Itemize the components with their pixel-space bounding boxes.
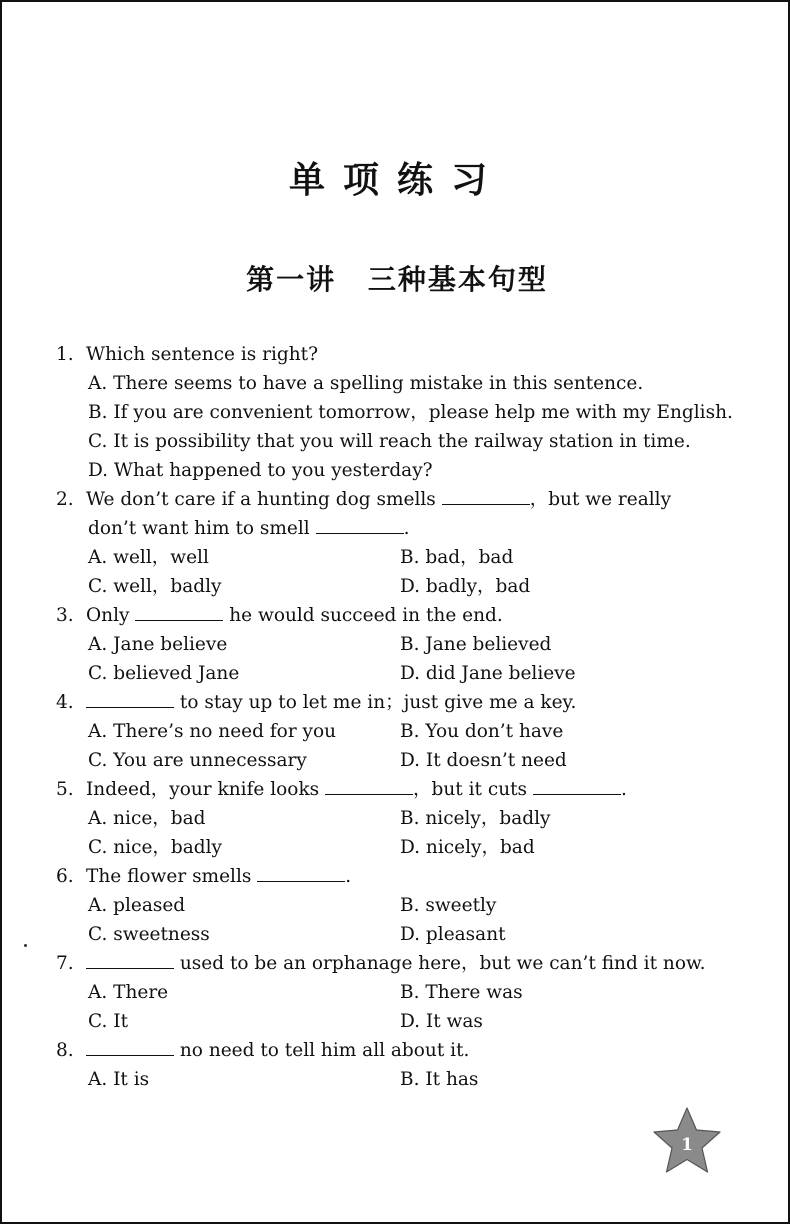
option: C. well，badly bbox=[88, 576, 222, 597]
option: C. You are unnecessary bbox=[88, 750, 307, 771]
question-number: 8. bbox=[56, 1040, 74, 1061]
answer-blank bbox=[316, 519, 404, 534]
option: D. It doesn’t need bbox=[400, 750, 567, 771]
option: B. If you are convenient tomorrow，please help me with my English. bbox=[88, 402, 733, 423]
option-row bbox=[56, 572, 736, 601]
question-list bbox=[56, 340, 736, 1094]
option-row bbox=[56, 659, 736, 688]
question-1 bbox=[56, 340, 736, 369]
option: D. badly，bad bbox=[400, 576, 531, 597]
question-stem: used to be an orphanage here，but we can’t find it now. bbox=[179, 953, 706, 974]
speck-mark bbox=[24, 944, 27, 947]
question-5 bbox=[56, 775, 736, 804]
answer-blank bbox=[135, 606, 223, 621]
question-stem: ，but we really bbox=[529, 489, 672, 510]
answer-blank bbox=[86, 693, 174, 708]
option: B. Jane believed bbox=[400, 634, 552, 655]
question-2 bbox=[56, 485, 736, 514]
option-row bbox=[56, 920, 736, 949]
option: B. sweetly bbox=[400, 895, 497, 916]
question-stem: Indeed，your knife looks bbox=[86, 779, 320, 800]
question-number: 6. bbox=[56, 866, 74, 887]
question-number: 4. bbox=[56, 692, 74, 713]
question-3 bbox=[56, 601, 736, 630]
question-stem: We don’t care if a hunting dog smells bbox=[86, 489, 436, 510]
option: A. There bbox=[88, 982, 169, 1003]
option-row bbox=[56, 833, 736, 862]
answer-blank bbox=[325, 780, 413, 795]
option-row bbox=[56, 1065, 736, 1094]
option-row bbox=[56, 746, 736, 775]
option: D. What happened to you yesterday? bbox=[88, 460, 433, 481]
question-stem: . bbox=[620, 779, 627, 800]
option: A. Jane believe bbox=[88, 634, 228, 655]
page-title: 单项练习 bbox=[288, 160, 505, 201]
question-4 bbox=[56, 688, 736, 717]
option: A. There’s no need for you bbox=[88, 721, 337, 742]
option: C. nice，badly bbox=[88, 837, 222, 858]
question-number: 5. bbox=[56, 779, 74, 800]
answer-blank bbox=[257, 867, 345, 882]
question-stem: . bbox=[403, 518, 410, 539]
question-number: 2. bbox=[56, 489, 74, 510]
question-stem: ，but it cuts bbox=[413, 779, 528, 800]
question-number: 1. bbox=[56, 344, 74, 365]
answer-blank bbox=[86, 954, 174, 969]
option: C. It is possibility that you will reach the railway station in time. bbox=[88, 431, 691, 452]
option: B. bad，bad bbox=[400, 547, 514, 568]
option: C. believed Jane bbox=[88, 663, 240, 684]
option: B. It has bbox=[400, 1069, 479, 1090]
option-row bbox=[56, 717, 736, 746]
question-stem: Only bbox=[86, 605, 130, 626]
question-stem: he would succeed in the end. bbox=[229, 605, 503, 626]
option: B. You don’t have bbox=[400, 721, 564, 742]
option-row bbox=[56, 891, 736, 920]
option: C. It bbox=[88, 1011, 128, 1032]
question-8 bbox=[56, 1036, 736, 1065]
question-stem: to stay up to let me in；just give me a key. bbox=[179, 692, 577, 713]
question-number: 7. bbox=[56, 953, 74, 974]
option: A. nice，bad bbox=[88, 808, 206, 829]
option: A. pleased bbox=[88, 895, 186, 916]
option: A. well，well bbox=[88, 547, 209, 568]
question-stem: The flower smells bbox=[86, 866, 252, 887]
option: D. did Jane believe bbox=[400, 663, 576, 684]
option: D. nicely，bad bbox=[400, 837, 535, 858]
option: A. It is bbox=[88, 1069, 150, 1090]
option: D. It was bbox=[400, 1011, 483, 1032]
lesson-title: 第一讲 三种基本句型 bbox=[246, 263, 548, 296]
question-stem: . bbox=[345, 866, 352, 887]
question-2-continued bbox=[56, 514, 736, 543]
question-6 bbox=[56, 862, 736, 891]
option-row bbox=[56, 543, 736, 572]
option-row bbox=[56, 1007, 736, 1036]
option: B. nicely，badly bbox=[400, 808, 551, 829]
question-stem: Which sentence is right? bbox=[86, 344, 319, 365]
option: B. There was bbox=[400, 982, 523, 1003]
option: A. There seems to have a spelling mistake in this sentence. bbox=[88, 373, 644, 394]
answer-blank bbox=[533, 780, 621, 795]
option-row bbox=[56, 804, 736, 833]
option: C. sweetness bbox=[88, 924, 210, 945]
option-row bbox=[56, 978, 736, 1007]
answer-blank bbox=[86, 1041, 174, 1056]
question-number: 3. bbox=[56, 605, 74, 626]
question-stem: don’t want him to smell bbox=[88, 518, 310, 539]
question-stem: no need to tell him all about it. bbox=[179, 1040, 470, 1061]
page-number: 1 bbox=[681, 1135, 693, 1155]
option-row bbox=[56, 630, 736, 659]
answer-blank bbox=[442, 490, 530, 505]
question-7 bbox=[56, 949, 736, 978]
option: D. pleasant bbox=[400, 924, 506, 945]
page-number-star-icon bbox=[652, 1106, 722, 1176]
